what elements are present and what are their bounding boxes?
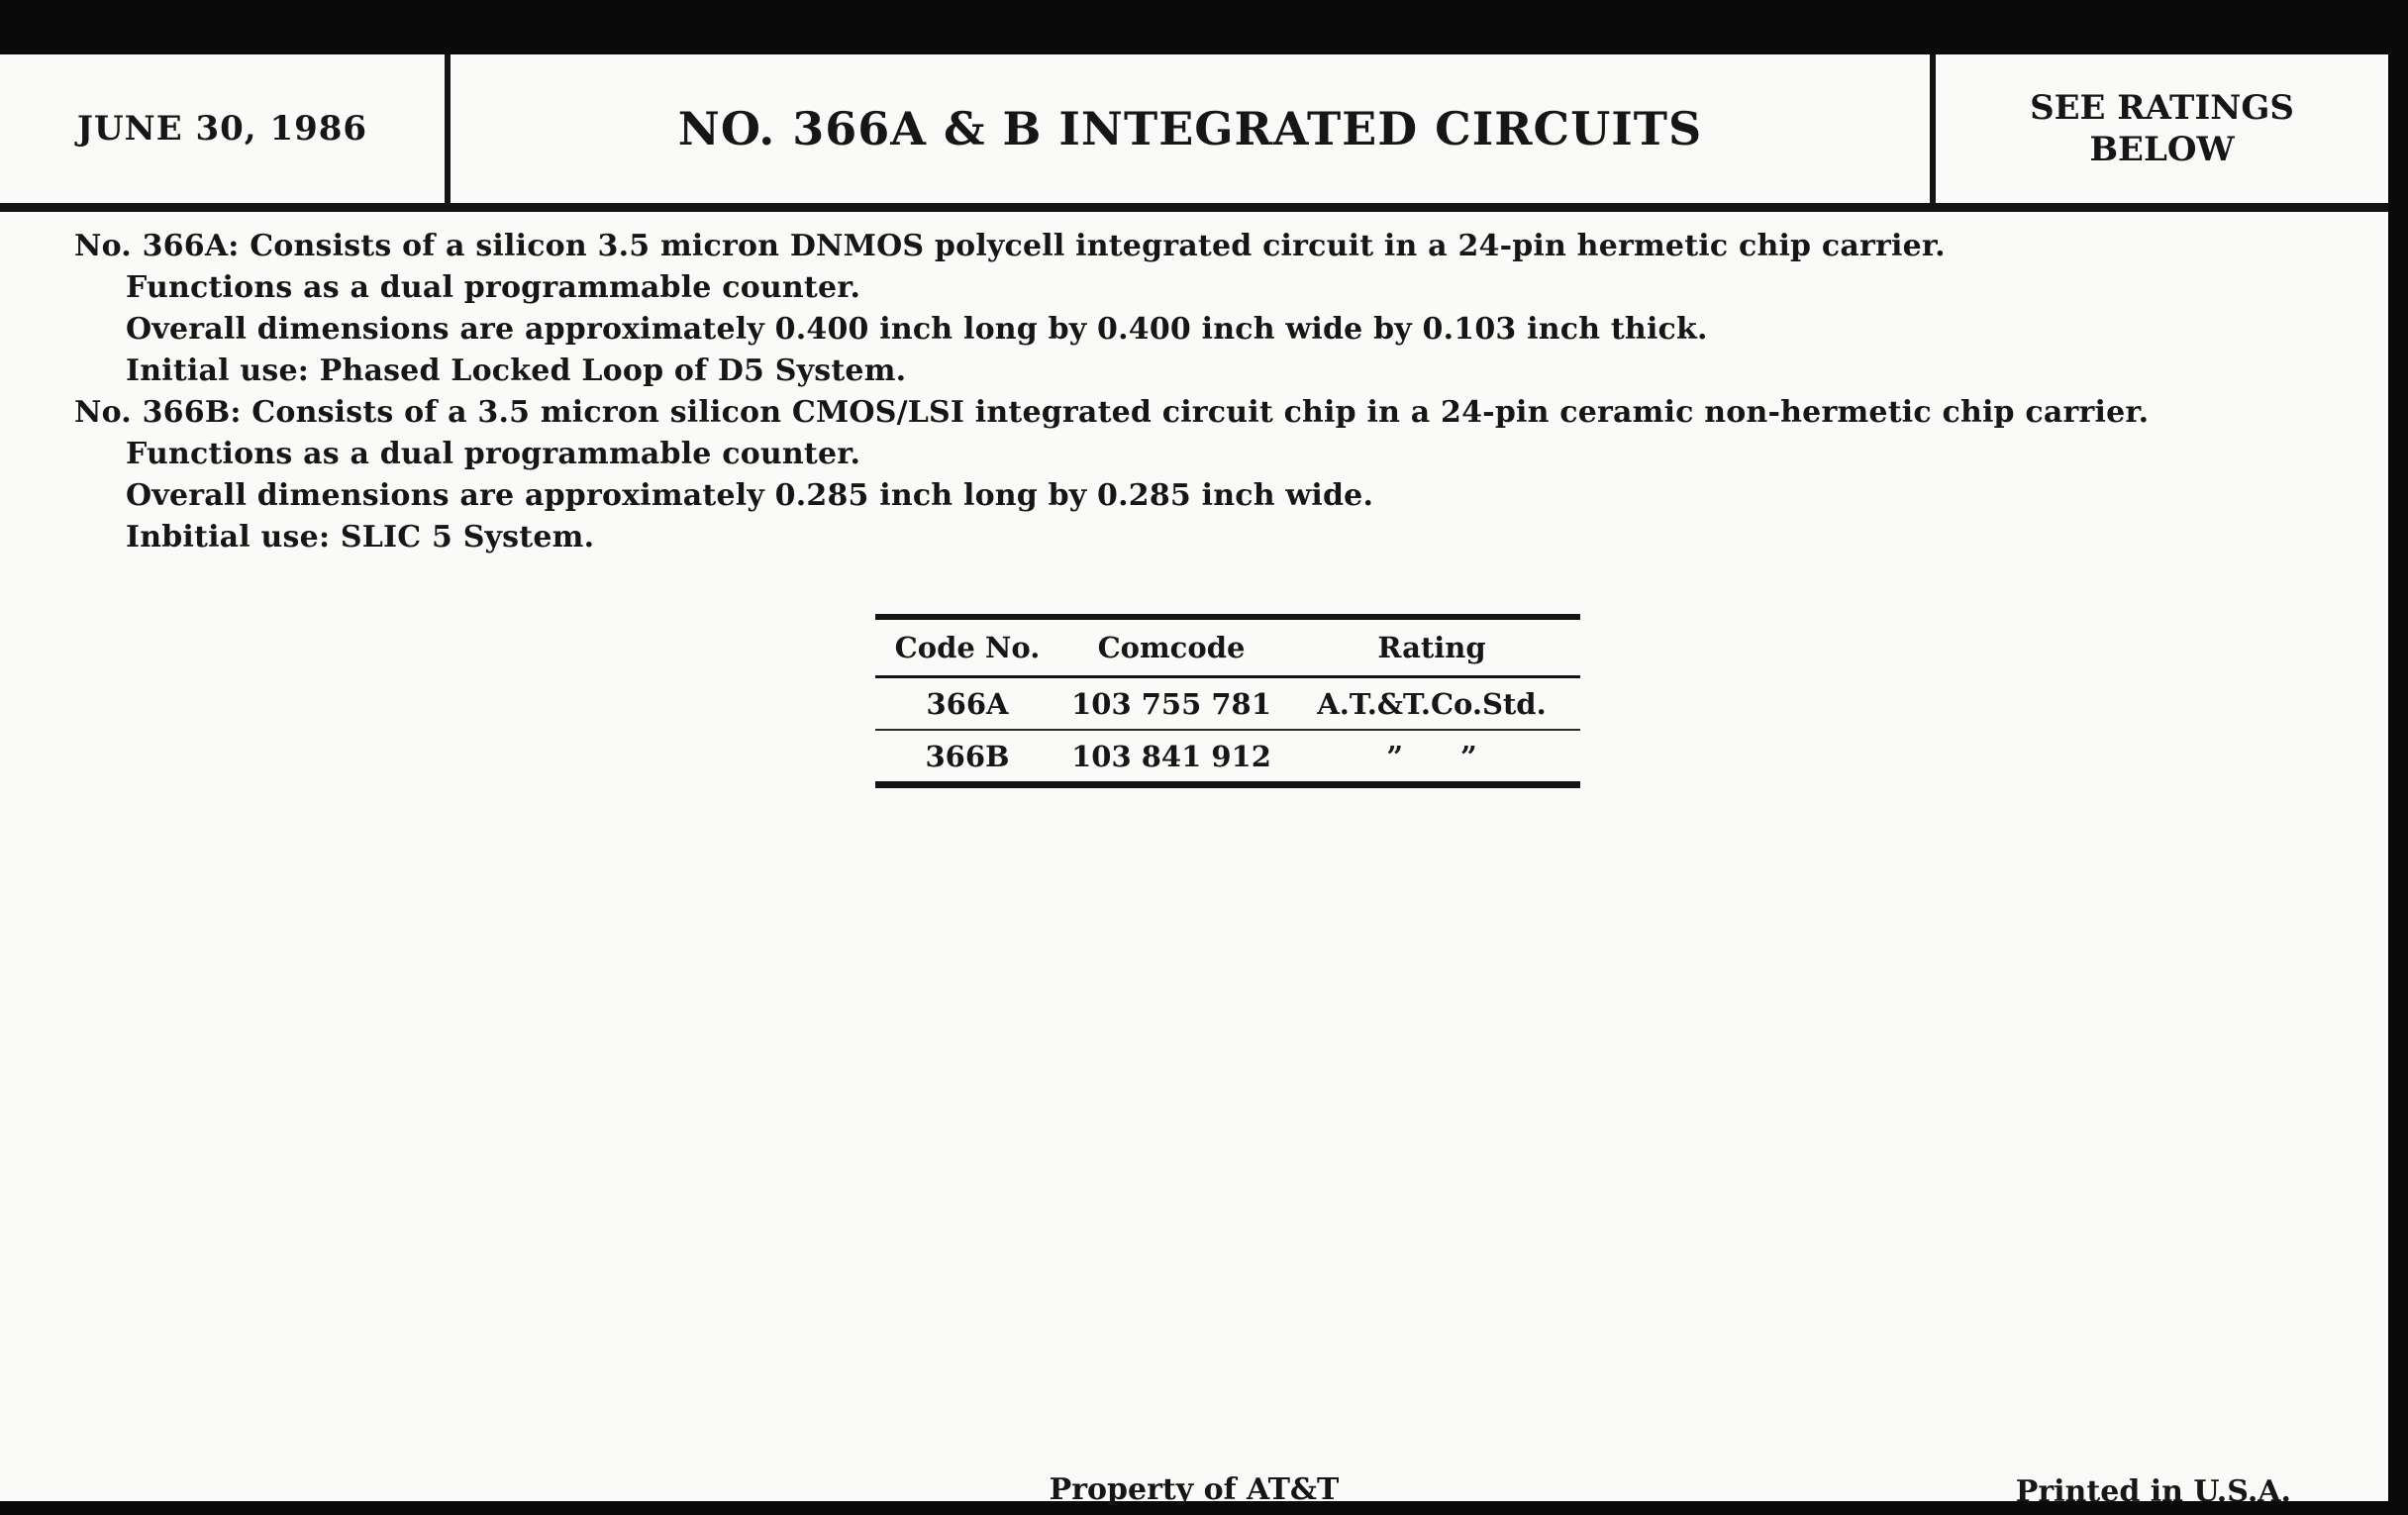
paragraph-366b-dimensions: Overall dimensions are approximately 0.285 inch long by 0.285 inch wide. [126,478,1374,513]
paragraph-366b-function: Functions as a dual programmable counter. [126,437,861,471]
page-title: NO. 366A & B INTEGRATED CIRCUITS [677,102,1703,155]
paragraph-366a-dimensions: Overall dimensions are approximately 0.400 inch long by 0.400 inch wide by 0.103 inch thick. [126,312,1708,347]
table-header-row [875,620,1580,678]
table-cell-code: 366A [926,686,1009,721]
table-header-comcode: Comcode [1097,631,1246,664]
ratings-note-line2: BELOW [2089,130,2235,169]
paragraph-366a-use: Initial use: Phased Locked Loop of D5 System. [126,354,907,388]
table-cell-rating: A.T.&T.Co.Std. [1317,686,1547,721]
table-row-366a [875,678,1580,731]
header [0,54,2388,203]
scan-artifact-top-band [0,0,2408,54]
header-date: JUNE 30, 1986 [0,54,451,203]
table-cell-comcode: 103 841 912 [1071,739,1271,773]
scan-artifact-right-band [2388,0,2408,1515]
ratings-note-line1: SEE RATINGS [2030,87,2294,128]
footer-property-notice: Property of AT&T [1049,1472,1340,1507]
paragraph-366b-use: Inbitial use: SLIC 5 System. [126,520,595,555]
paragraph-366a: No. 366A: Consists of a silicon 3.5 micron DNMOS polycell integrated circuit in a 24-pin hermetic chip carrier. [74,229,1946,263]
description-text [74,226,2319,558]
table-header-rating: Rating [1377,631,1486,664]
header-rule [0,203,2388,212]
header-ratings-note [1930,54,2388,203]
paragraph-366a-function: Functions as a dual programmable counter. [126,270,861,305]
table-header-code-no: Code No. [894,631,1041,664]
footer-printed-notice: Printed in U.S.A. [2015,1474,2291,1509]
ratings-table [875,614,1580,788]
table-cell-code: 366B [925,739,1010,773]
table-cell-comcode: 103 755 781 [1071,686,1271,721]
paragraph-366b: No. 366B: Consists of a 3.5 micron silicon CMOS/LSI integrated circuit chip in a 24-pin ceramic non-hermetic chip carrier. [74,395,2150,430]
table-row-366b [875,731,1580,781]
table-cell-rating: ” ” [1386,739,1477,773]
